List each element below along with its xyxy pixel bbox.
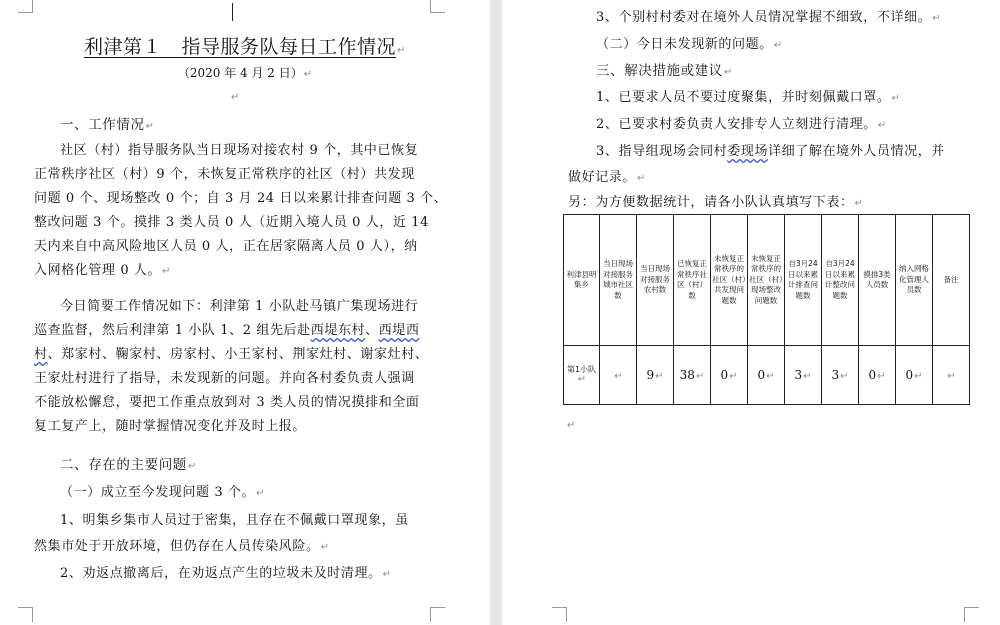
body-line: 1、明集乡集市人员过于密集，且存在不佩戴口罩现象，虽: [60, 513, 409, 528]
body-line: 王家灶村进行了指导，未发现新的问题。并向各村委负责人强调: [34, 371, 415, 386]
body-line: 整改问题 3 个。摸排 3 类人员 0 人（近期入境人员 0 人，近 14: [34, 215, 430, 230]
section-heading-1: 一、工作情况↵: [60, 117, 155, 133]
body-line: 入网格化管理 0 人。↵: [34, 263, 172, 278]
flagged-word: 西堤东村: [310, 323, 366, 338]
table-header-cell: 备注: [933, 215, 970, 346]
sub-heading: （一）成立至今发现问题 3 个。↵: [60, 485, 266, 500]
body-line: 然集市处于开放环境，但仍存在人员传染风险。↵: [34, 539, 330, 554]
table-cell: 0↵: [711, 346, 748, 405]
page-corner-mark: [18, 607, 33, 622]
body-line: 社区（村）指导服务队当日现场对接农村 9 个，其中已恢复: [60, 143, 419, 158]
body-line: 2、已要求村委负责人安排专人立刻进行清理。↵: [596, 117, 887, 132]
page-corner-mark: [18, 0, 33, 13]
body-line: 3、个别村村委对在境外人员情况掌握不细致，不详细。↵: [596, 10, 942, 25]
document-date: （2020 年 4 月 2 日）↵: [177, 66, 313, 80]
date-text: （2020 年 4 月 2 日）: [177, 66, 303, 80]
table-header-cell: 当日现场对接服务城市社区数: [600, 215, 637, 346]
document-page-left: [0, 0, 490, 625]
empty-paragraph: ↵: [231, 92, 240, 103]
table-cell: 0↵: [859, 346, 896, 405]
table-header-cell: 当日现场对接服务农村数: [637, 215, 674, 346]
table-header-cell: 利津县明集乡: [564, 215, 600, 346]
table-header-cell: 自3月24日以来累计排查问题数: [785, 215, 822, 346]
statistics-table: [563, 214, 970, 405]
body-line: 不能放松懈怠，要把工作重点放到对 3 类人员的情况摸排和全面: [34, 395, 420, 410]
table-header-cell: 未恢复正常秩序的社区（村）现场整改问题数: [748, 215, 785, 346]
body-line: 正常秩序社区（村）9 个，未恢复正常秩序的社区（村）共发现: [34, 167, 415, 182]
body-line: 问题 0 个、现场整改 0 个；自 3 月 24 日以来累计排查问题 3 个、: [34, 191, 448, 206]
table-header-cell: 未恢复正常秩序的社区（村）共发现问题数: [711, 215, 748, 346]
body-line: 巡查监督，然后利津第 1 小队 1、2 组先后赴西堤东村、西堤西: [34, 323, 420, 338]
page-corner-mark: [552, 607, 567, 622]
document-page-right: [502, 0, 1000, 625]
table-header-cell: 自3月24日以来累计整改问题数: [822, 215, 859, 346]
flagged-word: 委现场: [727, 144, 769, 159]
section-heading-3: 三、解决措施或建议↵: [596, 63, 733, 79]
table-header-row: [564, 215, 970, 346]
body-line: 做好记录。↵: [568, 170, 646, 185]
table-cell: 第1小队↵: [564, 346, 600, 405]
document-title: 利津第１ 指导服务队每日工作情况↵: [84, 36, 406, 58]
page-corner-mark: [964, 607, 979, 622]
table-cell: ↵: [600, 346, 637, 405]
table-cell: 0↵: [896, 346, 933, 405]
sub-heading: （二）今日未发现新的问题。↵: [596, 37, 783, 52]
table-header-cell: 纳入网格化管理人员数: [896, 215, 933, 346]
flagged-word: 西堤西: [378, 323, 420, 338]
table-header-cell: 已恢复正常秩序社区（村）数: [674, 215, 711, 346]
body-line: 3、指导组现场会同村委现场详细了解在境外人员情况，并: [596, 144, 945, 159]
table-cell: ↵: [933, 346, 970, 405]
page-corner-mark: [430, 607, 445, 622]
body-line: 天内来自中高风险地区人员 0 人，正在居家隔离人员 0 人），纳: [34, 239, 418, 254]
document-title-text: 利津第１ 指导服务队每日工作情况: [84, 36, 397, 58]
body-line: 村、郑家村、鞠家村、房家村、小王家村、荆家灶村、谢家灶村、: [34, 347, 429, 362]
table-cell: 9↵: [637, 346, 674, 405]
body-line: 2、劝返点撤离后，在劝返点产生的垃圾未及时清理。↵: [60, 566, 392, 581]
table-cell: 3↵: [822, 346, 859, 405]
section-heading-2: 二、存在的主要问题↵: [60, 457, 197, 473]
text-cursor: [232, 3, 233, 21]
table-cell: 3↵: [785, 346, 822, 405]
body-line: 今日简要工作情况如下：利津第 1 小队赴马镇广集现场进行: [60, 299, 419, 314]
flagged-word: 村: [34, 347, 48, 362]
table-note: 另：为方便数据统计，请各小队认真填写下表：↵: [568, 195, 864, 210]
empty-paragraph: ↵: [567, 420, 576, 431]
body-line: 复工复产上，随时掌握情况变化并及时上报。: [34, 419, 307, 434]
page-corner-mark: [430, 0, 445, 13]
table-header-cell: 摸排3类人员数: [859, 215, 896, 346]
table-cell: 38↵: [674, 346, 711, 405]
table-cell: 0↵: [748, 346, 785, 405]
body-line: 1、已要求人员不要过度聚集，并时刻佩戴口罩。↵: [596, 90, 901, 105]
table-row: [564, 346, 970, 405]
